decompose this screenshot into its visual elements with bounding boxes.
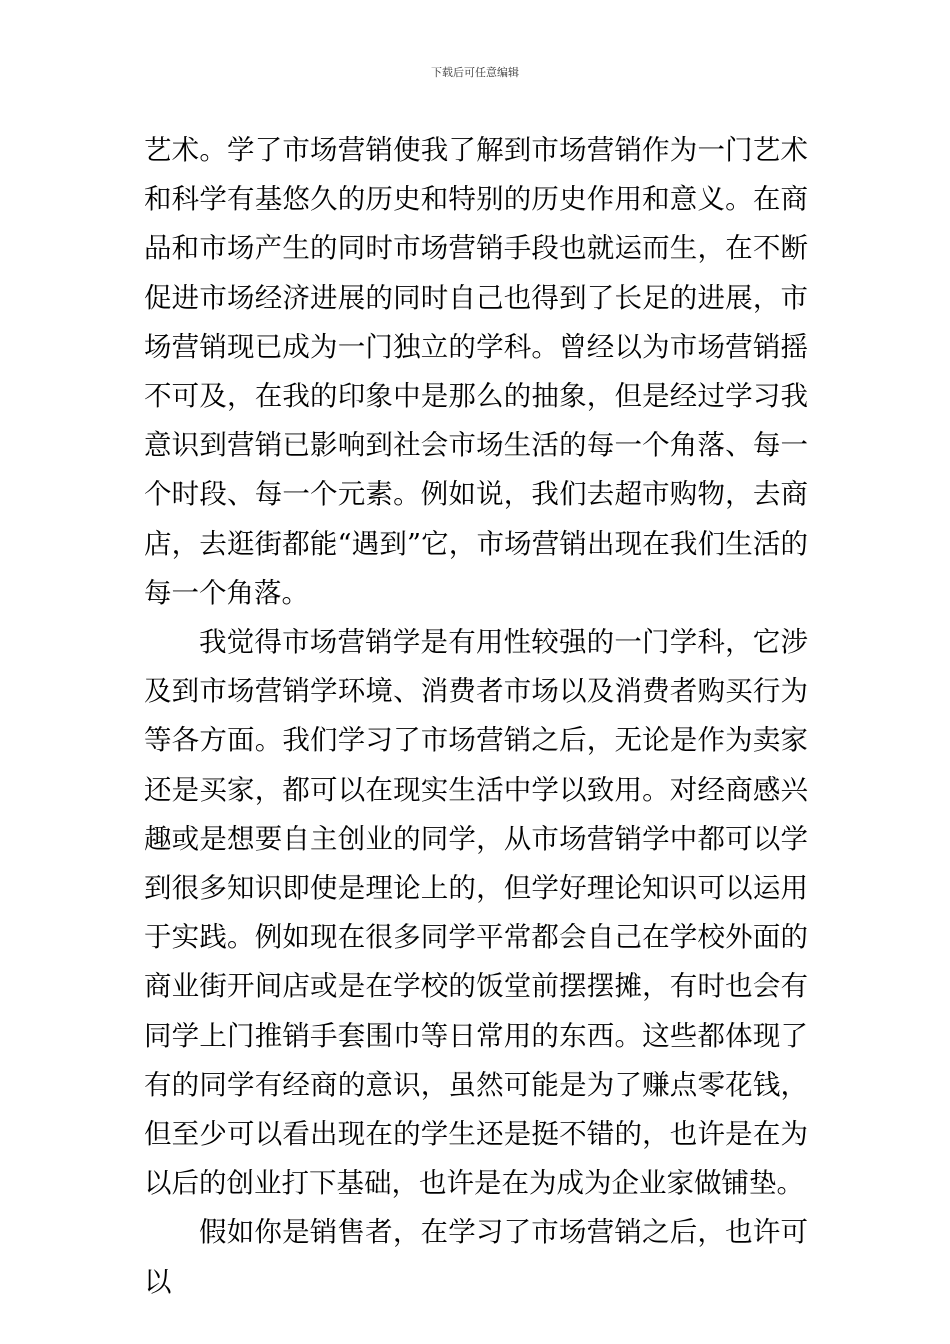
paragraph-1: 艺术。学了市场营销使我了解到市场营销作为一门艺术和科学有基悠久的历史和特别的历史作用和意义。在商品和市场产生的同时市场营销手段也就运而生，在不断促进市场经济进展的同时自己也得到了长足的进展，市场营销现已成为一门独立的学科。曾经以为市场营销摇不可及，在我的印象中是那么的抽象，但是经过学习我意识到营销已影响到社会市场生活的每一个角落、每一个时段、每一个元素。例如说，我们去超市购物，去商店，去逛街都能“遇到”它，市场营销出现在我们生活的每一个角落。 [144, 134, 808, 609]
paragraph-3: 假如你是销售者，在学习了市场营销之后，也许可以 [144, 1216, 808, 1298]
paragraph-2: 我觉得市场营销学是有用性较强的一门学科，它涉及到市场营销学环境、消费者市场以及消费者购买行为等各方面。我们学习了市场营销之后，无论是作为卖家还是买家，都可以在现实生活中学以致用。对经商感兴趣或是想要自主创业的同学，从市场营销学中都可以学到很多知识即使是理论上的，但学好理论知识可以运用于实践。例如现在很多同学平常都会自己在学校外面的商业街开间店或是在学校的饭堂前摆摆摊，有时也会有同学上门推销手套围巾等日常用的东西。这些都体现了有的同学有经商的意识，虽然可能是为了赚点零花钱，但至少可以看出现在的学生还是挺不错的，也许是在为以后的创业打下基础，也许是在为成为企业家做铺垫。 [144, 626, 808, 1200]
document-body [144, 126, 808, 1307]
page-header: 下载后可任意编辑 [431, 66, 519, 79]
